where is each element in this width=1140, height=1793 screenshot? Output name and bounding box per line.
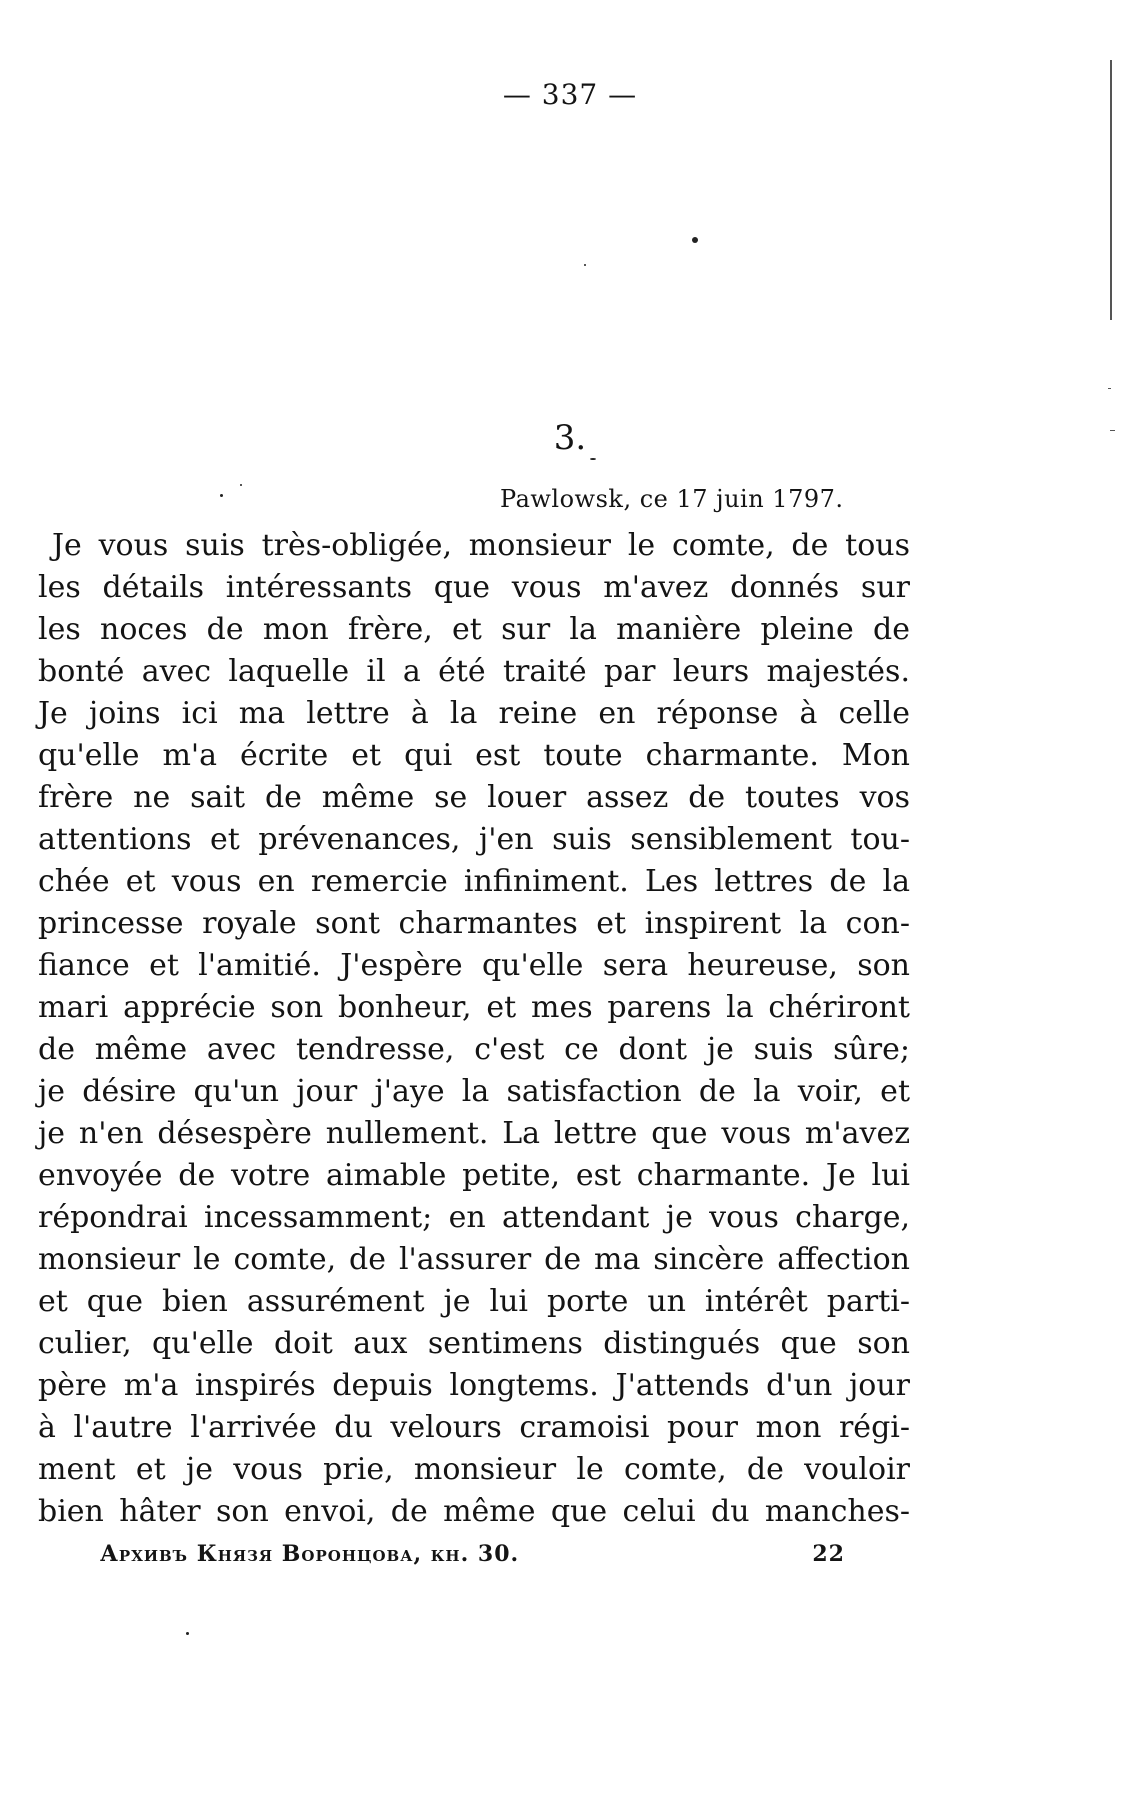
letter-number: 3. — [553, 418, 587, 458]
page-edge-mark — [1110, 60, 1112, 320]
text-line: princesse royale sont charmantes et inspirent la con- — [38, 906, 910, 941]
text-line: à l'autre l'arrivée du velours cramoisi pour mon régi- — [38, 1410, 910, 1445]
text-line: répondrai incessamment; en attendant je vous charge, — [38, 1200, 910, 1235]
text-line: Je vous suis très-obligée, monsieur le comte, de tous — [52, 528, 910, 563]
footer-source: Архивъ Князя Воронцова, кн. 30. — [100, 1541, 520, 1567]
text-line: chée et vous en remercie infiniment. Les lettres de la — [38, 864, 910, 899]
text-line: je n'en désespère nullement. La lettre que vous m'avez — [38, 1116, 910, 1151]
signature-mark: 22 — [812, 1541, 845, 1567]
text-line: Je joins ici ma lettre à la reine en réponse à celle — [38, 696, 910, 731]
ink-speck — [590, 458, 596, 460]
text-line: je désire qu'un jour j'aye la satisfaction de la voir, et — [38, 1074, 910, 1109]
text-line: les noces de mon frère, et sur la manière pleine de — [38, 612, 910, 647]
text-line: et que bien assurément je lui porte un intérêt parti- — [38, 1284, 910, 1319]
letter-body — [38, 525, 910, 1533]
page-edge-mark — [1108, 388, 1111, 389]
text-line: monsieur le comte, de l'assurer de ma sincère affection — [38, 1242, 910, 1277]
text-line: bien hâter son envoi, de même que celui du manches- — [38, 1494, 910, 1529]
ink-speck — [220, 494, 223, 497]
text-line: fiance et l'amitié. J'espère qu'elle sera heureuse, son — [38, 948, 910, 983]
text-line: mari apprécie son bonheur, et mes parens la chériront — [38, 990, 910, 1025]
text-line: ment et je vous prie, monsieur le comte, de vouloir — [38, 1452, 910, 1487]
text-line: culier, qu'elle doit aux sentimens distingués que son — [38, 1326, 910, 1361]
text-line: bonté avec laquelle il a été traité par leurs majestés. — [38, 654, 910, 689]
text-line: frère ne sait de même se louer assez de toutes vos — [38, 780, 910, 815]
ink-speck — [584, 264, 586, 266]
page-number: — 337 — — [502, 78, 638, 111]
text-line: les détails intéressants que vous m'avez donnés sur — [38, 570, 910, 605]
ink-speck — [240, 484, 242, 486]
text-line: père m'a inspirés depuis longtems. J'attends d'un jour — [38, 1368, 910, 1403]
ink-speck — [186, 1632, 189, 1635]
dateline: Pawlowsk, ce 17 juin 1797. — [500, 485, 844, 513]
text-line: de même avec tendresse, c'est ce dont je suis sûre; — [38, 1032, 910, 1067]
ink-speck — [692, 237, 698, 243]
text-line: envoyée de votre aimable petite, est charmante. Je lui — [38, 1158, 910, 1193]
text-line: qu'elle m'a écrite et qui est toute charmante. Mon — [38, 738, 910, 773]
text-line: attentions et prévenances, j'en suis sensiblement tou- — [38, 822, 910, 857]
